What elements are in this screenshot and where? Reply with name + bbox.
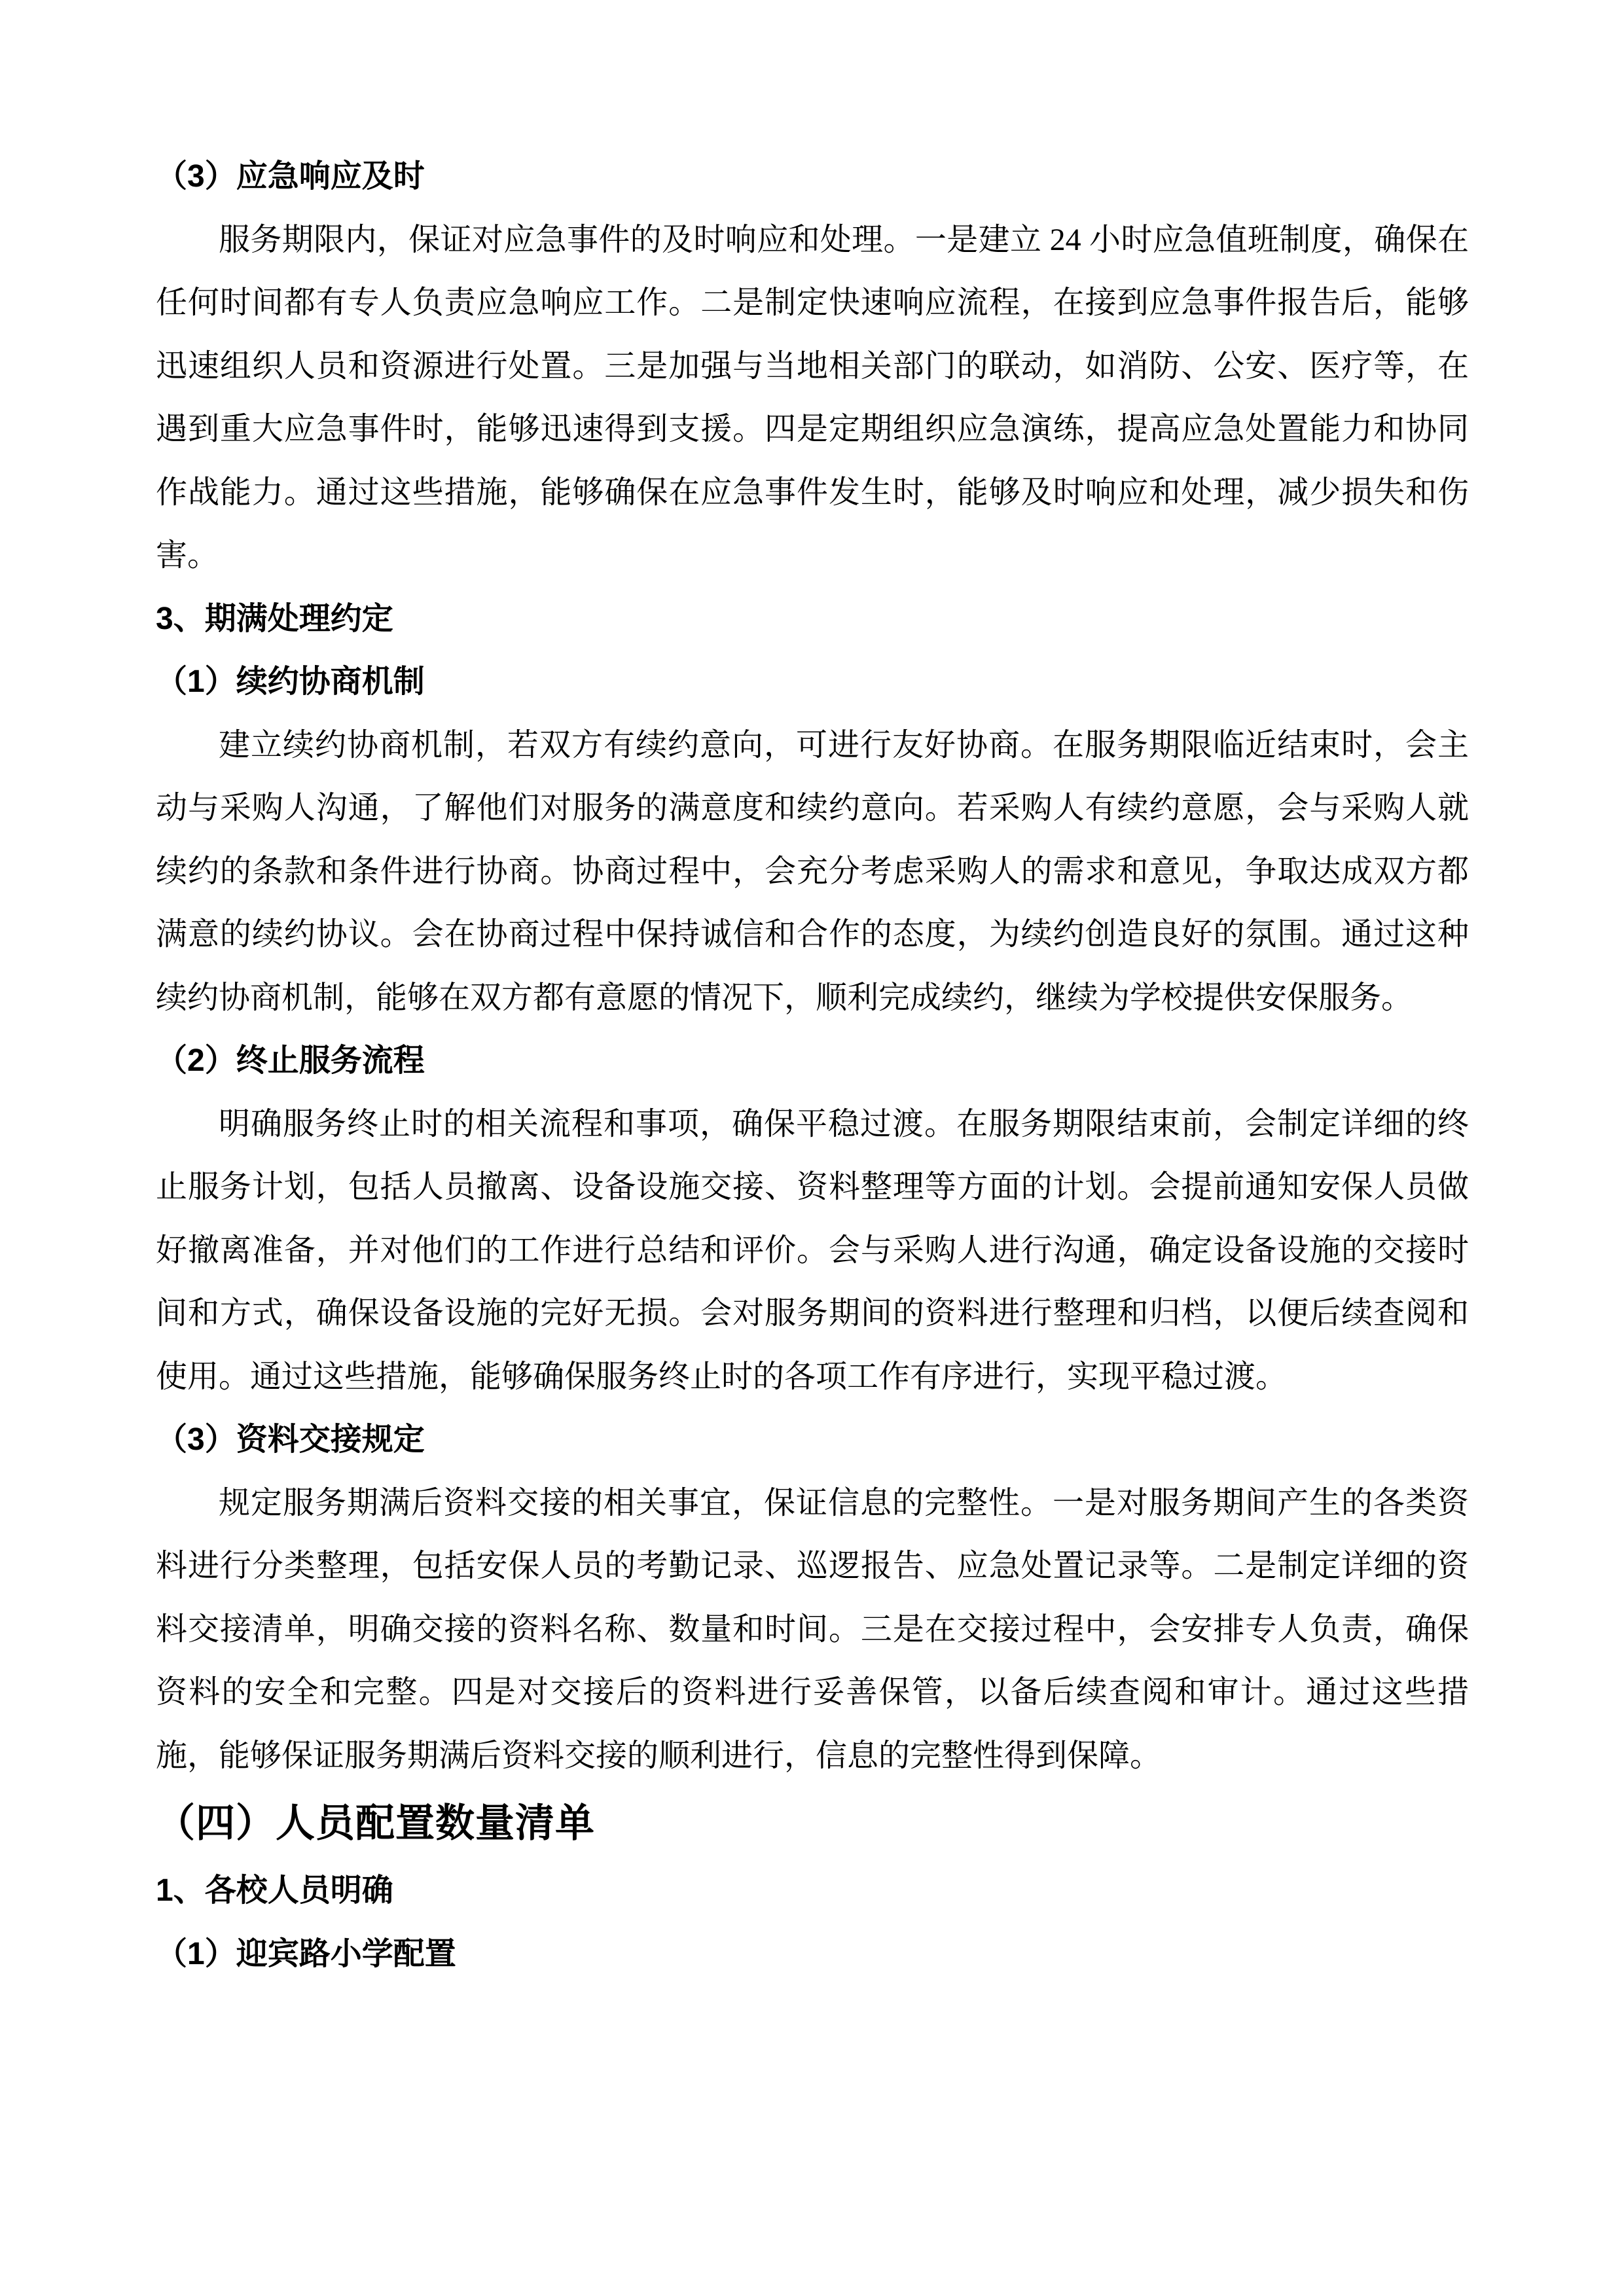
heading-expiry-handling-agreement: 3、期满处理约定 <box>156 601 393 636</box>
paragraph-termination-service: 明确服务终止时的相关流程和事项，确保平稳过渡。在服务期限结束前，会制定详细的终止服务计划，包括人员撤离、设备设施交接、资料整理等方面的计划。会提前通知安保人员做好撤离准备，并对他们的工作进行总结和评价。会与采购人进行沟通，确定设备设施的交接时间和方式，确保设备设施的完好无损。会对服务期间的资料进行整理和归档，以便后续查阅和使用。通过这些措施，能够确保服务终止时的各项工作有序进行，实现平稳过渡。 <box>156 1106 1469 1394</box>
heading-each-school-personnel: 1、各校人员明确 <box>156 1873 393 1908</box>
paragraph-data-handover: 规定服务期满后资料交接的相关事宜，保证信息的完整性。一是对服务期间产生的各类资料进行分类整理，包括安保人员的考勤记录、巡逻报告、应急处置记录等。二是制定详细的资料交接清单，明确交接的资料名称、数量和时间。三是在交接过程中，会安排专人负责，确保资料的安全和完整。四是对交接后的资料进行妥善保管，以备后续查阅和审计。通过这些措施，能够保证服务期满后资料交接的顺利进行，信息的完整性得到保障。 <box>156 1485 1469 1773</box>
paragraph-emergency-response: 服务期限内，保证对应急事件的及时响应和处理。一是建立 24 小时应急值班制度，确保在任何时间都有专人负责应急响应工作。二是制定快速响应流程，在接到应急事件报告后，能够迅速组织人员和资源进行处置。三是加强与当地相关部门的联动，如消防、公安、医疗等，在遇到重大应急事件时，能够迅速得到支援。四是定期组织应急演练，提高应急处置能力和协同作战能力。通过这些措施，能够确保在应急事件发生时，能够及时响应和处理，减少损失和伤害。 <box>156 222 1469 573</box>
heading-termination-service-process: （2）终止服务流程 <box>156 1043 425 1078</box>
document-content <box>156 145 1469 1986</box>
heading-emergency-response-timely: （3）应急响应及时 <box>156 159 425 194</box>
heading-yingbin-road-primary-school-config: （1）迎宾路小学配置 <box>156 1936 456 1971</box>
heading-data-handover-rules: （3）资料交接规定 <box>156 1422 425 1457</box>
heading-personnel-allocation-list: （四）人员配置数量清单 <box>156 1801 595 1845</box>
paragraph-renewal-negotiation: 建立续约协商机制，若双方有续约意向，可进行友好协商。在服务期限临近结束时，会主动与采购人沟通，了解他们对服务的满意度和续约意向。若采购人有续约意愿，会与采购人就续约的条款和条件进行协商。协商过程中，会充分考虑采购人的需求和意见，争取达成双方都满意的续约协议。会在协商过程中保持诚信和合作的态度，为续约创造良好的氛围。通过这种续约协商机制，能够在双方都有意愿的情况下，顺利完成续约，继续为学校提供安保服务。 <box>156 727 1469 1015</box>
heading-renewal-negotiation-mechanism: （1）续约协商机制 <box>156 664 425 699</box>
